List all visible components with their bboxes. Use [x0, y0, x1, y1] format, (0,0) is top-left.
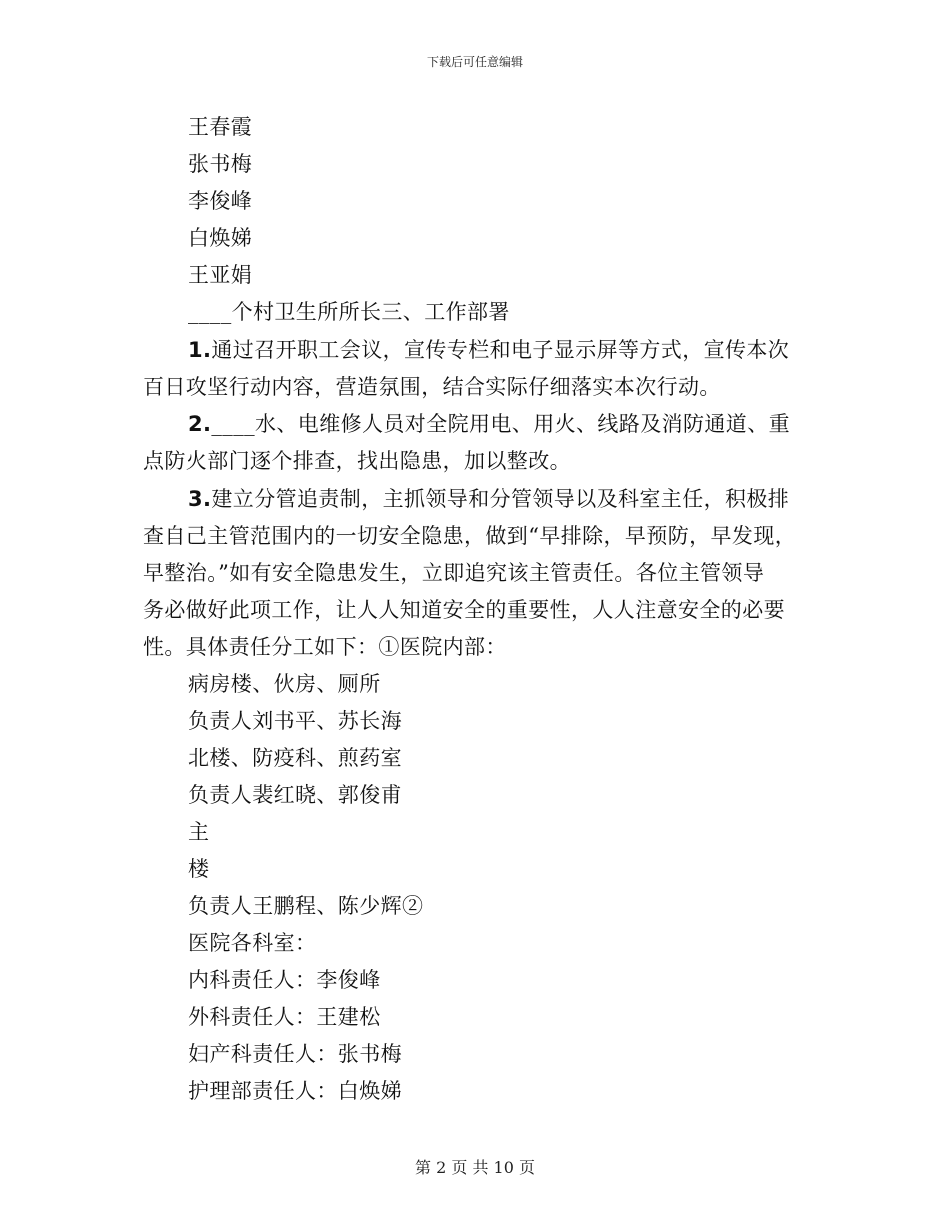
assignment-line: 北楼、防疫科、煎药室	[188, 746, 402, 770]
paragraph-line: 务必做好此项工作，让人人知道安全的重要性，人人注意安全的必要	[143, 598, 785, 622]
section-heading: ____个村卫生所所长三、工作部署	[188, 300, 510, 324]
assignment-line: 妇产科责任人：张书梅	[188, 1042, 402, 1066]
assignment-line: 内科责任人：李俊峰	[188, 968, 381, 992]
paragraph-line: 点防火部门逐个排查，找出隐患，加以整改。	[143, 449, 571, 473]
assignment-line: 负责人裴红晓、郭俊甫	[188, 783, 402, 807]
paragraph-line: 百日攻坚行动内容，营造氛围，结合实际仔细落实本次行动。	[143, 375, 721, 399]
name-line: 李俊峰	[188, 189, 253, 213]
paragraph-text: ____水、电维修人员对全院用电、用火、线路及消防通道、重	[211, 412, 790, 436]
paragraph-line: 性。具体责任分工如下：①医院内部：	[143, 635, 507, 659]
item-number: 3.	[188, 487, 212, 511]
paragraph-line: 早整治。”如有安全隐患发生，立即追究该主管责任。各位主管领导	[143, 561, 765, 585]
name-line: 王春霞	[188, 115, 253, 139]
paragraph-line	[188, 484, 789, 514]
assignment-line: 外科责任人：王建松	[188, 1005, 381, 1029]
item-number: 1.	[188, 338, 212, 362]
paragraph-text: 通过召开职工会议，宣传专栏和电子显示屏等方式，宣传本次	[211, 338, 790, 362]
paragraph-line	[188, 335, 789, 365]
header-note: 下载后可任意编辑	[426, 55, 523, 69]
assignment-line: 医院各科室：	[188, 931, 317, 955]
assignment-line: 主	[188, 820, 210, 844]
name-line: 张书梅	[188, 152, 253, 176]
item-number: 2.	[188, 412, 212, 436]
name-line: 白焕娣	[188, 226, 253, 250]
assignment-line: 护理部责任人：白焕娣	[188, 1079, 402, 1103]
paragraph-line: 查自己主管范围内的一切安全隐患，做到“早排除，早预防，早发现，	[143, 524, 797, 548]
assignment-line: 负责人王鹏程、陈少辉②	[188, 894, 424, 918]
paragraph-text: 建立分管追责制，主抓领导和分管领导以及科室主任，积极排	[211, 487, 790, 511]
assignment-line: 楼	[188, 857, 210, 881]
assignment-line: 病房楼、伙房、厕所	[188, 672, 381, 696]
paragraph-line	[188, 409, 790, 439]
name-line: 王亚娟	[188, 263, 253, 287]
assignment-line: 负责人刘书平、苏长海	[188, 709, 402, 733]
page-number: 第 2 页 共 10 页	[415, 1158, 535, 1177]
